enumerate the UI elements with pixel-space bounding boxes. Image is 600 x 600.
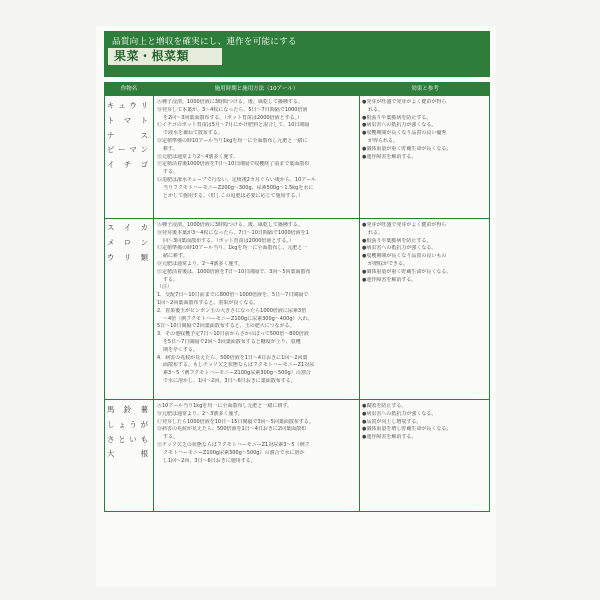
method-line: Ⓔ元肥は通常より2～4割多く施す。 — [157, 153, 238, 160]
header-subtitle: 品質向上と増収を確実にし、連作を可能にする — [112, 37, 297, 47]
effect-line: れる。 — [368, 229, 384, 236]
crop-name: しょうが — [107, 419, 151, 429]
row-divider — [105, 399, 489, 400]
effect-line: ●病虫害への抵抗力が強くなる。 — [362, 245, 437, 252]
effect-line: ●収穫期間が長くなり品質の良いもの — [362, 253, 447, 260]
method-line: 素3～5（例フクモトハーモニーZ100g尿素300g～500g）の割合 — [163, 370, 311, 377]
crop-name: キュウリ — [107, 101, 151, 110]
effect-line: ●腐敗を防止する。 — [362, 403, 407, 409]
method-line: Ⓐ種子浸漬。1000倍液に3時間つける。後、風乾して播種する。 — [157, 99, 303, 105]
effect-line: が得られる。 — [368, 137, 399, 144]
crop-names-melons — [107, 221, 151, 265]
method-line: クモトハーモニーZ100g尿素300g～500g）の割合で水に溶か — [163, 449, 305, 456]
effect-line: ●連作障害を解消する。 — [362, 153, 417, 160]
method-line: Ⓐ種子浸漬。1000倍液に3時間つける。後、風乾して播種する。 — [157, 222, 303, 228]
method-line: とかして施用する。（但しこの追肥は必要に応じて施用する。） — [163, 192, 304, 199]
method-line: Ⓓ元肥は通常より、2～4割多く施す。 — [157, 260, 243, 267]
effect-line: ●連作障害を解消する。 — [362, 434, 417, 441]
column-header-effects: 効果と参考 — [360, 83, 490, 96]
effects-text-row-3 — [362, 403, 486, 442]
crop-name: イチゴ — [107, 160, 151, 170]
method-line: 2．着果後玉がピンポン玉の大きさになったら1000倍液に尿素3倍 — [157, 307, 307, 314]
column-divider — [153, 83, 154, 511]
method-line: で水に溶かし、1回～2回、3日～6日おきに葉面散布する。 — [163, 377, 296, 384]
method-line: 3．その他収穫予定7日～10日前からさかのぼって500倍～800倍液 — [157, 331, 309, 338]
effect-line: ●連作障害を解消する。 — [362, 276, 417, 283]
row-divider — [105, 218, 489, 219]
method-line: を5日～7日間隔で2回～3回葉面散布すると糖度が上り、収穫 — [163, 338, 301, 345]
method-line: 4．病害の兆候が見えたら、500倍液を1日～4日おきに1回～2回葉 — [157, 354, 308, 361]
column-header-method: 施用時期と施用方法（10アール） — [154, 83, 359, 96]
page-title: 果菜・根菜類 — [108, 48, 222, 65]
method-line: Ⓑ発芽して本葉が、3～4枚になったら、5日～7日間隔で1000倍液 — [157, 106, 308, 113]
effect-line: ●個体重量を増し貯蔵生命が長くなる。 — [362, 426, 452, 433]
column-divider — [359, 83, 360, 511]
method-line: 1．交配7日～10日前までに800倍～1000倍液を、5日～7日間隔で — [157, 292, 309, 299]
method-line: 回～3回葉面散布する。（ポット育苗は2000倍液とする。） — [163, 237, 294, 244]
method-text-row-3 — [157, 403, 355, 465]
method-line: Ⓔ定植活着後は、1000倍液を7日～10日間隔で、3回～5回葉面散布 — [157, 268, 311, 275]
method-line: する。 — [163, 169, 179, 176]
method-line: 当りフクモトハーモニーZ200g～300g、尿素500g～1.5kgを水に — [163, 184, 314, 191]
method-text-row-2 — [157, 222, 355, 386]
effects-text-row-1 — [362, 99, 486, 161]
method-line: Ⓓ病害の兆候が見えたら、500倍液を1日～4日おきに2回葉面散布 — [157, 426, 307, 433]
method-line: ～4倍（例フクモトハーモニーZ100gに尿素300g～400g）入れ、 — [163, 315, 313, 322]
crop-names-fruit-vegetables — [107, 99, 151, 173]
column-header-crop: 作物名 — [105, 83, 153, 96]
crop-name: ウリ類 — [107, 252, 151, 262]
crop-name: ピーマン — [107, 145, 151, 155]
crop-name: スイカ — [107, 223, 151, 232]
method-line: する。 — [163, 434, 179, 441]
method-line: 耕す。 — [163, 145, 178, 152]
method-line: する。 — [163, 276, 179, 283]
effect-line: ●発芽が旺盛で発芽がよく健苗が得ら — [362, 99, 447, 105]
method-line: Ⓒ定植準備の時10アール当り、1kgを均一に全面散布し、元肥と一 — [157, 245, 308, 252]
effect-line: が増収ができる。 — [368, 260, 409, 267]
method-line: で液水を兼ねて散布する。 — [163, 130, 223, 137]
method-line: 面散布する。もしチッソ欠乏状態ならばフクモトハーモニーZ1対尿 — [163, 362, 315, 369]
effect-line: ●個体重量が重く貯蔵生命が長くなる。 — [362, 145, 452, 152]
fertilizer-table — [104, 82, 490, 512]
method-line: 5日～10日間隔で2回葉面散布すると、玉の肥大につながる。 — [157, 323, 295, 330]
method-line: Ⓐ10アール当り1kgを均一に全面散布し元肥と一緒に耕す。 — [157, 403, 292, 409]
method-line: Ⓑ発芽後本葉が3～4枚になったら、7日～10日間隔で1000倍液を1 — [157, 229, 309, 236]
effect-line: ●収穫期間が長くなり品質の良い優秀 — [362, 130, 447, 137]
effects-text-row-2 — [362, 222, 486, 284]
effect-line: ●病虫害への抵抗力が強くなる。 — [362, 122, 437, 129]
crop-names-root-vegetables — [107, 403, 151, 462]
crop-name: 馬鈴薯 — [107, 405, 151, 414]
crop-name: トマト — [107, 115, 151, 125]
crop-name: 大根 — [107, 449, 151, 459]
method-line: Ⓑ元肥は通常より、2～3割多く施す。 — [157, 410, 243, 417]
method-line: Ⓖ追肥は潅水チューブで行ない、定植後2カ月ぐらい後から、10アール — [157, 176, 317, 183]
effect-line: ●個体重量が重く貯蔵生命が長くなる。 — [362, 268, 452, 275]
effect-line: ●病虫害への抵抗力が強くなる。 — [362, 410, 437, 417]
method-text-row-1 — [157, 99, 355, 200]
method-line: （注） — [157, 284, 173, 291]
effect-line: ●根張りや葉脈病を防止する。 — [362, 237, 432, 244]
method-line: し1回～2回、3日～6日おきに施用する。 — [163, 457, 256, 464]
method-line: Ⓓ定植準備の時10アール当り1kgを均一に全面散布し元肥と一緒に — [157, 137, 308, 144]
method-line: Ⓒイチゴのポット育苗は5月～7月にかけ肥料と混合して、10日間隔 — [157, 122, 310, 129]
effect-line: れる。 — [368, 106, 384, 113]
method-line: Ⓒ発芽したら1000倍液を10日～15日間隔で3回～5回葉面散布する。 — [157, 418, 314, 425]
crop-name: ナス — [107, 130, 151, 140]
method-line: 緒に耕す。 — [163, 253, 188, 260]
effect-line: ●発芽が旺盛で発芽がよく健苗が得ら — [362, 222, 447, 228]
crop-name: さといも — [107, 434, 151, 444]
method-line: 期を早くする。 — [163, 346, 199, 353]
crop-name: メロン — [107, 237, 151, 247]
method-line: を2回～3回葉面散布する。（ポット育苗は2000倍液とする。） — [163, 114, 303, 121]
effect-line: ●根張りや葉脈病を防止する。 — [362, 114, 432, 121]
effect-line: ●品質が向上し増収する。 — [362, 418, 422, 425]
method-line: 1回～2回葉面散布すると、着果が良くなる。 — [157, 299, 259, 306]
method-line: Ⓕ定植活着後1000倍液を7日～10日間隔で収穫終了前まで葉面散布 — [157, 161, 310, 168]
method-line: Ⓔチッソ欠乏の状態ならばフクモトハーモニーZ1対尿素3～5（例フ — [157, 441, 310, 448]
